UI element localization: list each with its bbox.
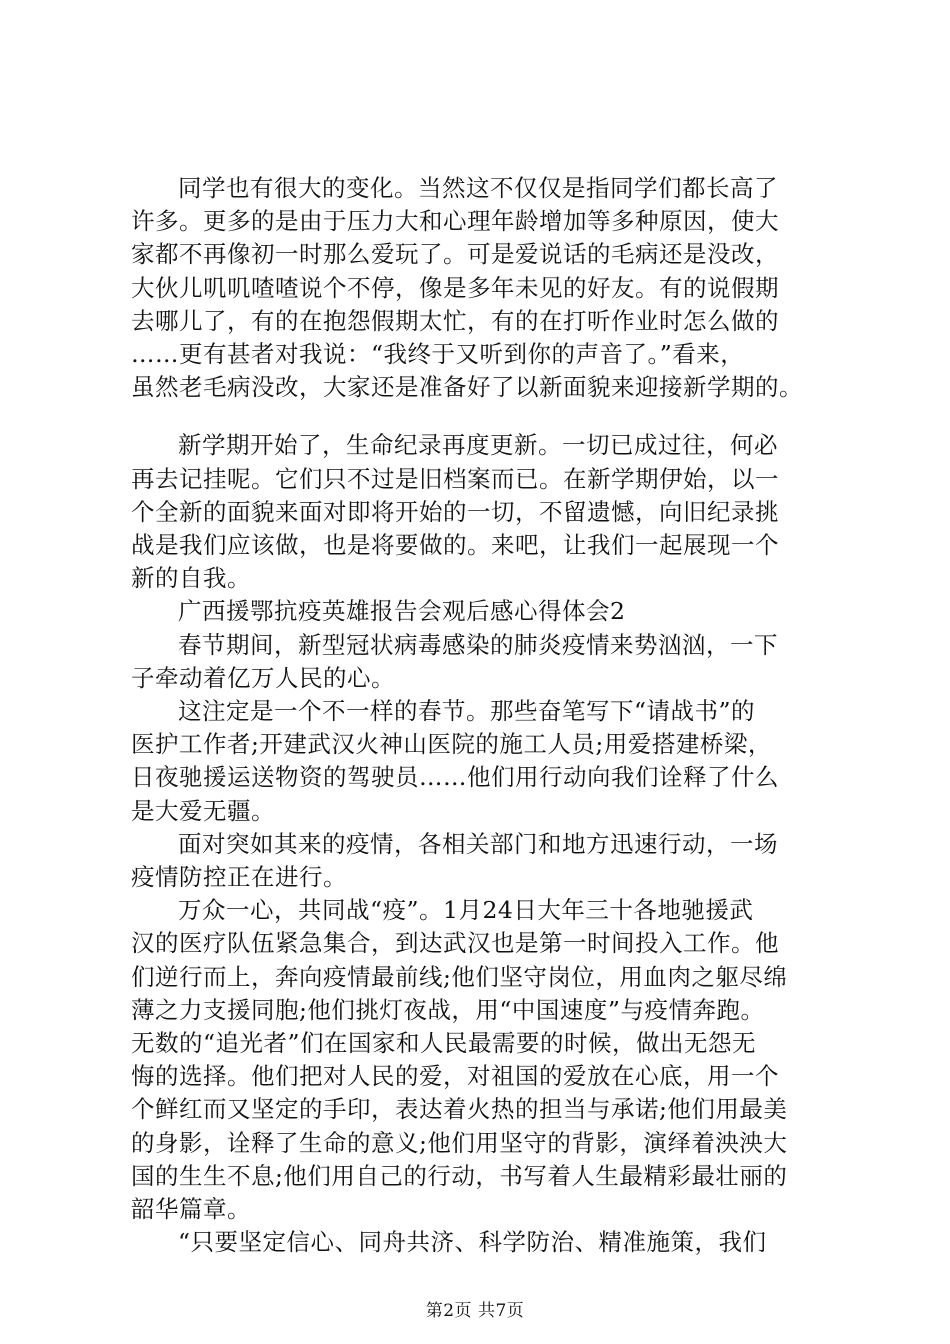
- text-line: 子牵动着亿万人民的心。: [131, 663, 395, 692]
- paragraph-new-semester: [131, 429, 831, 595]
- text-line: 战是我们应该做，也是将要做的。来吧，让我们一起展现一个: [131, 531, 779, 560]
- text-line: 再去记挂呢。它们只不过是旧档案而已。在新学期伊始，以一: [131, 464, 779, 493]
- text-line: 新的自我。: [131, 564, 251, 593]
- text-line: 是大爱无疆。: [131, 796, 275, 825]
- text-line: ……更有甚者对我说：“我终于又听到你的声音了。”看来，: [131, 340, 745, 369]
- text-line: 医护工作者;开建武汉火神山医院的施工人员;用爱搭建桥梁，: [131, 730, 772, 759]
- text-line: “只要坚定信心、同舟共济、科学防治、精准施策，我们: [178, 1228, 767, 1257]
- text-line: 个鲜红而又坚定的手印，表达着火热的担当与承诺;他们用最美: [131, 1095, 788, 1124]
- paragraph-confidence-quote: [131, 1226, 831, 1259]
- paragraph-spring-festival: [131, 629, 831, 695]
- text-line: 广西援鄂抗疫英雄报告会观后感心得体会2: [178, 597, 626, 626]
- paragraph-gap: [131, 404, 831, 429]
- paragraph-different-festival: [131, 695, 831, 828]
- paragraph-united-fight: [131, 894, 831, 1226]
- text-line: 这注定是一个不一样的春节。那些奋笔写下“请战书”的: [178, 697, 756, 726]
- text-line: 们逆行而上，奔向疫情最前线;他们坚守岗位，用血肉之躯尽绵: [131, 962, 788, 991]
- text-line: 日夜驰援运送物资的驾驶员……他们用行动向我们诠释了什么: [131, 763, 779, 792]
- text-line: 虽然老毛病没改，大家还是准备好了以新面貌来迎接新学期的。: [131, 373, 803, 402]
- paragraph-epidemic-response: [131, 828, 831, 894]
- text-line: 韶华篇章。: [131, 1195, 251, 1224]
- text-line: 去哪儿了，有的在抱怨假期太忙，有的在打听作业时怎么做的: [131, 306, 779, 335]
- text-line: 的身影，诠释了生命的意义;他们用坚守的背影，演绎着泱泱大: [131, 1128, 788, 1157]
- text-line: 新学期开始了，生命纪录再度更新。一切已成过往，何必: [178, 431, 778, 460]
- text-line: 面对突如其来的疫情，各相关部门和地方迅速行动，一场: [178, 829, 778, 858]
- text-line: 无数的“追光者”们在国家和人民最需要的时候，做出无怨无: [131, 1029, 757, 1058]
- text-line: 大伙儿叽叽喳喳说个不停，像是多年未见的好友。有的说假期: [131, 273, 779, 302]
- section-heading: [131, 595, 831, 628]
- text-line: 悔的选择。他们把对人民的爱，对祖国的爱放在心底，用一个: [131, 1062, 779, 1091]
- text-line: 家都不再像初一时那么爱玩了。可是爱说话的毛病还是没改，: [131, 240, 779, 269]
- text-line: 个全新的面貌来面对即将开始的一切，不留遗憾，向旧纪录挑: [131, 497, 779, 526]
- text-line: 汉的医疗队伍紧急集合，到达武汉也是第一时间投入工作。他: [131, 929, 779, 958]
- text-line: 薄之力支援同胞;他们挑灯夜战，用“中国速度”与疫情奔跑。: [131, 995, 765, 1024]
- text-line: 万众一心，共同战“疫”。1月24日大年三十各地驰援武: [178, 896, 754, 925]
- page-number-footer: 第2页 共7页: [425, 1301, 525, 1321]
- text-line: 同学也有很大的变化。当然这不仅仅是指同学们都长高了: [178, 174, 778, 202]
- paragraph-classmates-change: [131, 172, 831, 404]
- text-line: 国的生生不息;他们用自己的行动，书写着人生最精彩最壮丽的: [131, 1161, 788, 1190]
- text-line: 疫情防控正在进行。: [131, 863, 347, 892]
- text-line: 春节期间，新型冠状病毒感染的肺炎疫情来势汹汹，一下: [178, 630, 778, 659]
- document-body: [131, 172, 831, 1260]
- text-line: 许多。更多的是由于压力大和心理年龄增加等多种原因，使大: [131, 207, 779, 236]
